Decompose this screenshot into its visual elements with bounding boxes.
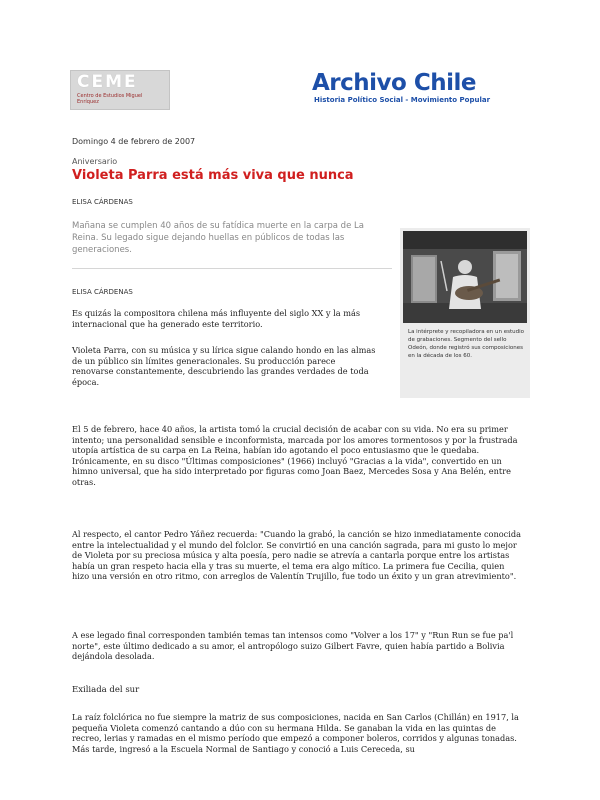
archivo-chile-logo-tagline: Historia Político Social - Movimiento Popular [314, 96, 491, 104]
lead-divider [72, 268, 392, 269]
paragraph-6: La raíz folclórica no fue siempre la matriz de sus composiciones, nacida en San Carlos (Chillán) en 1917, la pequeña Violeta comenzó cantando a dúo con su hermana Hilda. Se ganaban la vida en las quintas de recreo, lerias y ramadas en el mismo período que empezó a componer boleros, corridos y algunas tonadas. Más tarde, ingresó a la Escuela Normal de Santiago y conoció a Luis Cereceda, su [72, 712, 519, 754]
section-subheading: Exiliada del sur [72, 685, 140, 695]
paragraph-2: Violeta Parra, con su música y su lírica sigue calando hondo en las almas de un público sin límites generacionales. Su producción parece renovarse constantemente, descubriendo las grandes verdades de toda época. [72, 345, 376, 387]
publication-date: Domingo 4 de febrero de 2007 [72, 137, 196, 146]
archivo-chile-logo[interactable] [312, 70, 512, 110]
paragraph-1: Es quizás la compositora chilena más influyente del siglo XX y la más internacional que ha generado este territorio. [72, 308, 361, 329]
article-author-top: ELISA CÁRDENAS [72, 198, 133, 206]
paragraph-5: A ese legado final corresponden también temas tan intensos como "Volver a los 17" y "Run Run se fue pa'l norte", este último dedicado a su amor, el antropólogo suizo Gilbert Favre, quien había partido a Bolivia dejándola desolada. [72, 630, 514, 662]
photo-caption: La intérprete y recopiladora en un estudio de grabaciones. Segmento del sello Odeón, donde registró sus composiciones en la década de los 60. [408, 329, 524, 359]
paragraph-4: Al respecto, el cantor Pedro Yáñez recuerda: "Cuando la grabó, la canción se hizo inmediatamente conocida entre la intelectualidad y el mundo del folclor. Se convirtió en una canción sagrada, para mi gusto lo mejor de Violeta por su preciosa música y alta poesía, pero nadie se atrevía a cantarla porque entre los artistas había un gran respeto hacia ella y tras su muerte, el tema era algo mítico. La primera fue Cecilia, quien hizo una versión en otro ritmo, con arreglos de Valentín Trujillo, fue todo un éxito y un gran atrevimiento". [72, 529, 522, 582]
ceme-logo-word: CEME [77, 72, 138, 92]
article-photo [403, 231, 527, 323]
archivo-chile-logo-title: Archivo Chile [312, 70, 476, 96]
photo-box [400, 228, 530, 398]
article-headline: Violeta Parra está más viva que nunca [72, 168, 354, 183]
paragraph-3: El 5 de febrero, hace 40 años, la artista tomó la crucial decisión de acabar con su vida. No era su primer intento; una personalidad sensible e inconformista, marcada por los amores tormentosos y por la frustrada utopía artística de su carpa en La Reina, habían ido agotando el poco entusiasmo que le quedaba. Irónicamente, en su disco "Últimas composiciones" (1966) incluyó "Gracias a la vida", convertido en un himno universal, que ha sido interpretado por figuras como Joan Baez, Mercedes Sosa y Ana Belén, entre otras. [72, 424, 518, 487]
article-kicker: Aniversario [72, 157, 118, 166]
article-lead: Mañana se cumplen 40 años de su fatídica muerte en la carpa de La Reina. Su legado sigue dejando huellas en públicos de todas las generaciones. [72, 221, 364, 255]
article-author-body: ELISA CÁRDENAS [72, 288, 133, 296]
ceme-logo-subtitle: Centro de Estudios Miguel Enríquez [77, 93, 143, 105]
ceme-logo[interactable] [70, 70, 170, 110]
